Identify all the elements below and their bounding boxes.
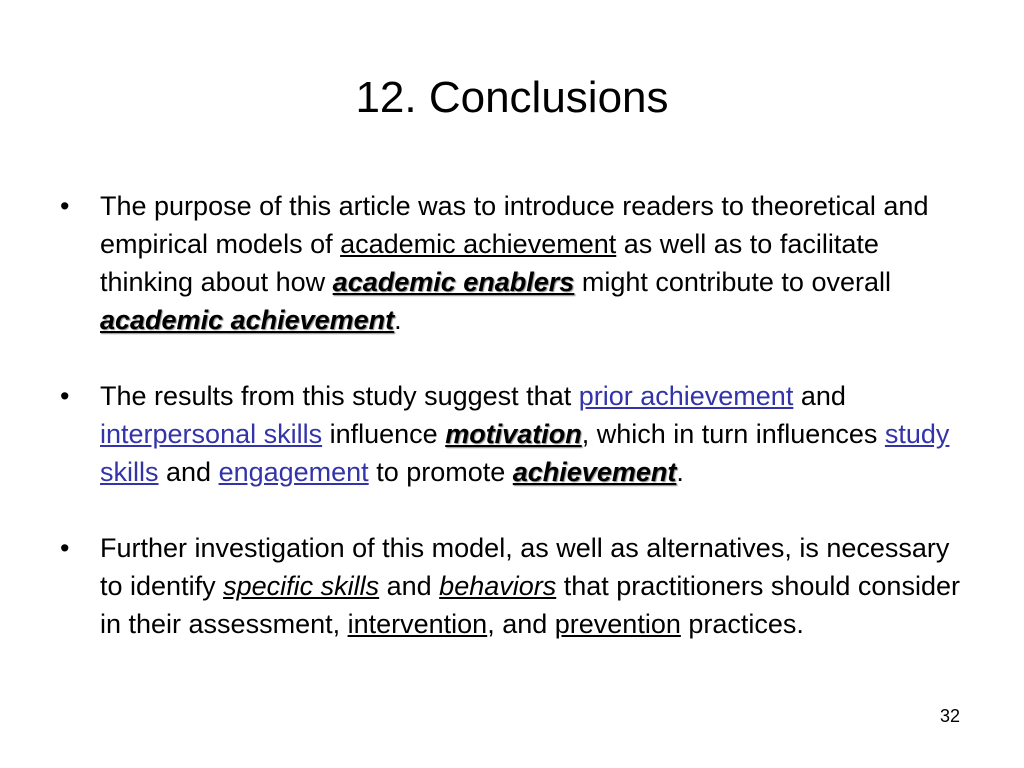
bullet-text: The results from this study suggest that <box>100 381 579 411</box>
bullet-item-results <box>60 377 970 491</box>
bullet-text: and <box>379 571 440 601</box>
term-academic-achievement-emphasis: academic achievement <box>100 305 395 335</box>
bullet-text: practices. <box>680 609 804 639</box>
bullet-list <box>60 187 970 643</box>
slide-title: 12. Conclusions <box>355 73 669 122</box>
bullet-text: to promote <box>368 457 513 487</box>
bullet-text: , and <box>487 609 555 639</box>
link-interpersonal-skills[interactable]: interpersonal skills <box>100 419 323 449</box>
term-academic-achievement: academic achievement <box>340 229 617 259</box>
bullet-text: , which in turn influences <box>581 419 885 449</box>
bullet-text: influence <box>322 419 446 449</box>
bullet-text: that practitioners should consider in their assessment, <box>100 571 960 639</box>
bullet-text: might contribute to overall <box>574 267 891 297</box>
link-study-skills[interactable]: study skills <box>100 419 950 487</box>
term-intervention: intervention <box>347 609 488 639</box>
page-number: 32 <box>939 706 960 726</box>
term-motivation: motivation <box>445 419 582 449</box>
bullet-text: as well as to facilitate thinking about how <box>100 229 879 297</box>
term-academic-enablers: academic enablers <box>332 267 575 297</box>
bullet-text: . <box>676 457 684 487</box>
bullet-text: The purpose of this article was to introduce readers to theoretical and empirical models of <box>100 191 929 259</box>
link-prior-achievement[interactable]: prior achievement <box>578 381 794 411</box>
bullet-item-purpose <box>60 187 970 339</box>
link-engagement[interactable]: engagement <box>218 457 369 487</box>
term-behaviors: behaviors <box>439 571 557 601</box>
bullet-text: Further investigation of this model, as well as alternatives, is necessary to identify <box>100 533 950 601</box>
term-prevention: prevention <box>554 609 681 639</box>
bullet-marker: • <box>60 381 70 411</box>
term-specific-skills: specific skills <box>223 571 380 601</box>
bullet-marker: • <box>60 533 70 563</box>
term-achievement: achievement <box>512 457 677 487</box>
bullet-text: . <box>394 305 402 335</box>
bullet-item-further-investigation <box>60 529 970 643</box>
bullet-marker: • <box>60 191 70 221</box>
bullet-text: and <box>158 457 219 487</box>
bullet-text: and <box>793 381 846 411</box>
